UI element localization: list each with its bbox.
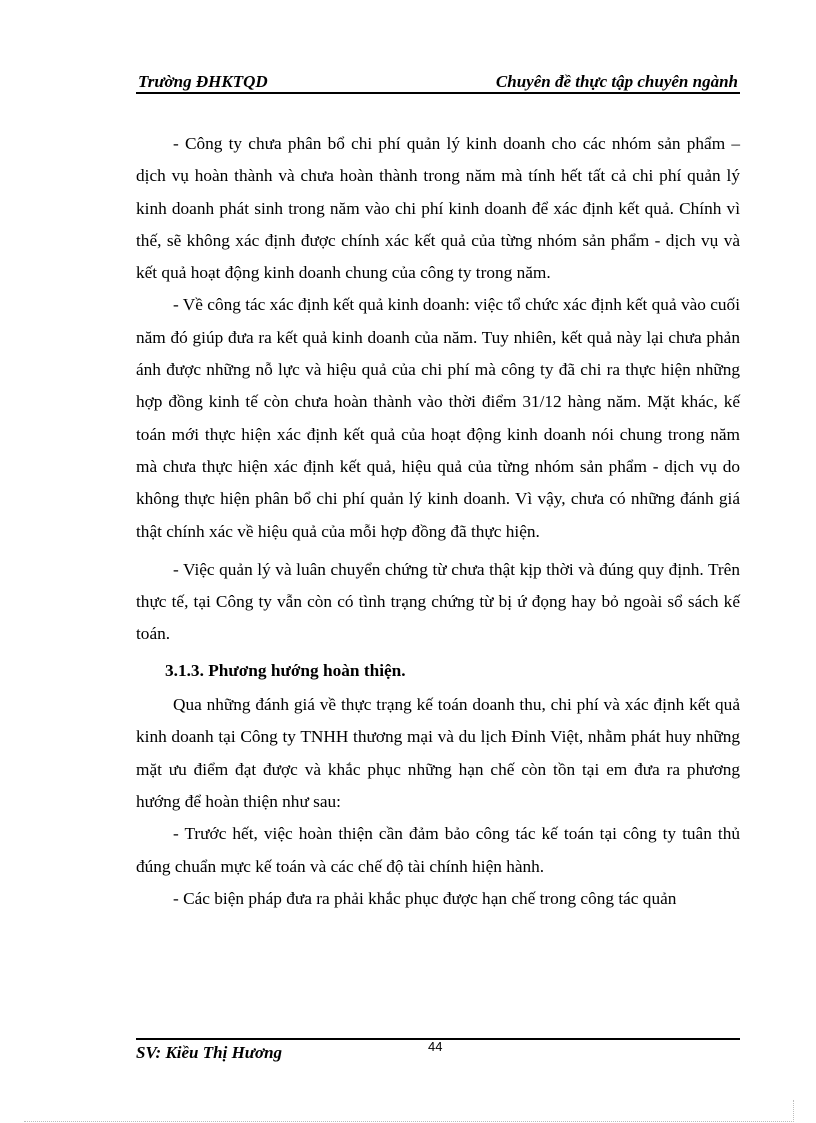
- page-boundary-mark: [793, 1100, 794, 1122]
- header-rule: [136, 92, 740, 94]
- paragraph: - Các biện pháp đưa ra phải khắc phục được hạn chế trong công tác quản: [173, 888, 677, 908]
- paragraph: - Về công tác xác định kết quả kinh doanh: việc tổ chức xác định kết quả vào cuối năm đó giúp đưa ra kết quả kinh doanh của năm. Tuy nhiên, kết quả này lại chưa phản ánh được những nỗ lực và hiệu quả của chi phí mà công ty đã chi ra thực hiện những hợp đồng kinh tế còn chưa hoàn thành vào thời điểm 31/12 hàng năm. Mặt khác, kế toán mới thực hiện xác định kết quả của hoạt động kinh doanh nói chung trong năm mà chưa thực hiện xác định kết quả, hiệu quả của từng nhóm sản phẩm - dịch vụ do không thực hiện phân bổ chi phí quản lý kinh doanh. Vì vậy, chưa có những đánh giá thật chính xác về hiệu quả của mỗi hợp đồng đã thực hiện.: [136, 295, 740, 541]
- paragraph: - Việc quản lý và luân chuyển chứng từ chưa thật kịp thời và đúng quy định. Trên thực tế, tại Công ty vẫn còn có tình trạng chứng từ bị ứ đọng hay bỏ ngoài sổ sách kế toán.: [136, 559, 740, 644]
- paragraph: Qua những đánh giá về thực trạng kế toán doanh thu, chi phí và xác định kết quả kinh doanh tại Công ty TNHH thương mại và du lịch Đỉnh Việt, nhằm phát huy những mặt ưu điểm đạt được và khắc phục những hạn chế còn tồn tại em đưa ra phương hướng để hoàn thiện như sau:: [136, 695, 740, 811]
- page-boundary-line: [24, 1121, 794, 1122]
- page-number: 44: [428, 1039, 443, 1054]
- paragraph: - Trước hết, việc hoàn thiện cần đảm bảo công tác kế toán tại công ty tuân thủ đúng chuẩn mực kế toán và các chế độ tài chính hiện hành.: [136, 824, 740, 876]
- paragraph: - Công ty chưa phân bổ chi phí quản lý kinh doanh cho các nhóm sản phẩm – dịch vụ hoàn thành và chưa hoàn thành trong năm mà tính hết tất cả chi phí quản lý kinh doanh phát sinh trong năm vào chi phí kinh doanh để xác định kết quả. Chính vì thế, sẽ không xác định được chính xác kết quả của từng nhóm sản phẩm - dịch vụ và kết quả hoạt động kinh doanh chung của công ty trong năm.: [136, 134, 740, 283]
- document-body: [136, 128, 740, 915]
- header-title: Chuyên đề thực tập chuyên ngành: [495, 72, 738, 91]
- header-school: Trường ĐHKTQD: [138, 72, 268, 91]
- footer-student: SV: Kiều Thị Hương: [136, 1043, 283, 1062]
- page-header: [136, 68, 740, 94]
- section-heading: 3.1.3. Phương hướng hoàn thiện.: [165, 660, 406, 680]
